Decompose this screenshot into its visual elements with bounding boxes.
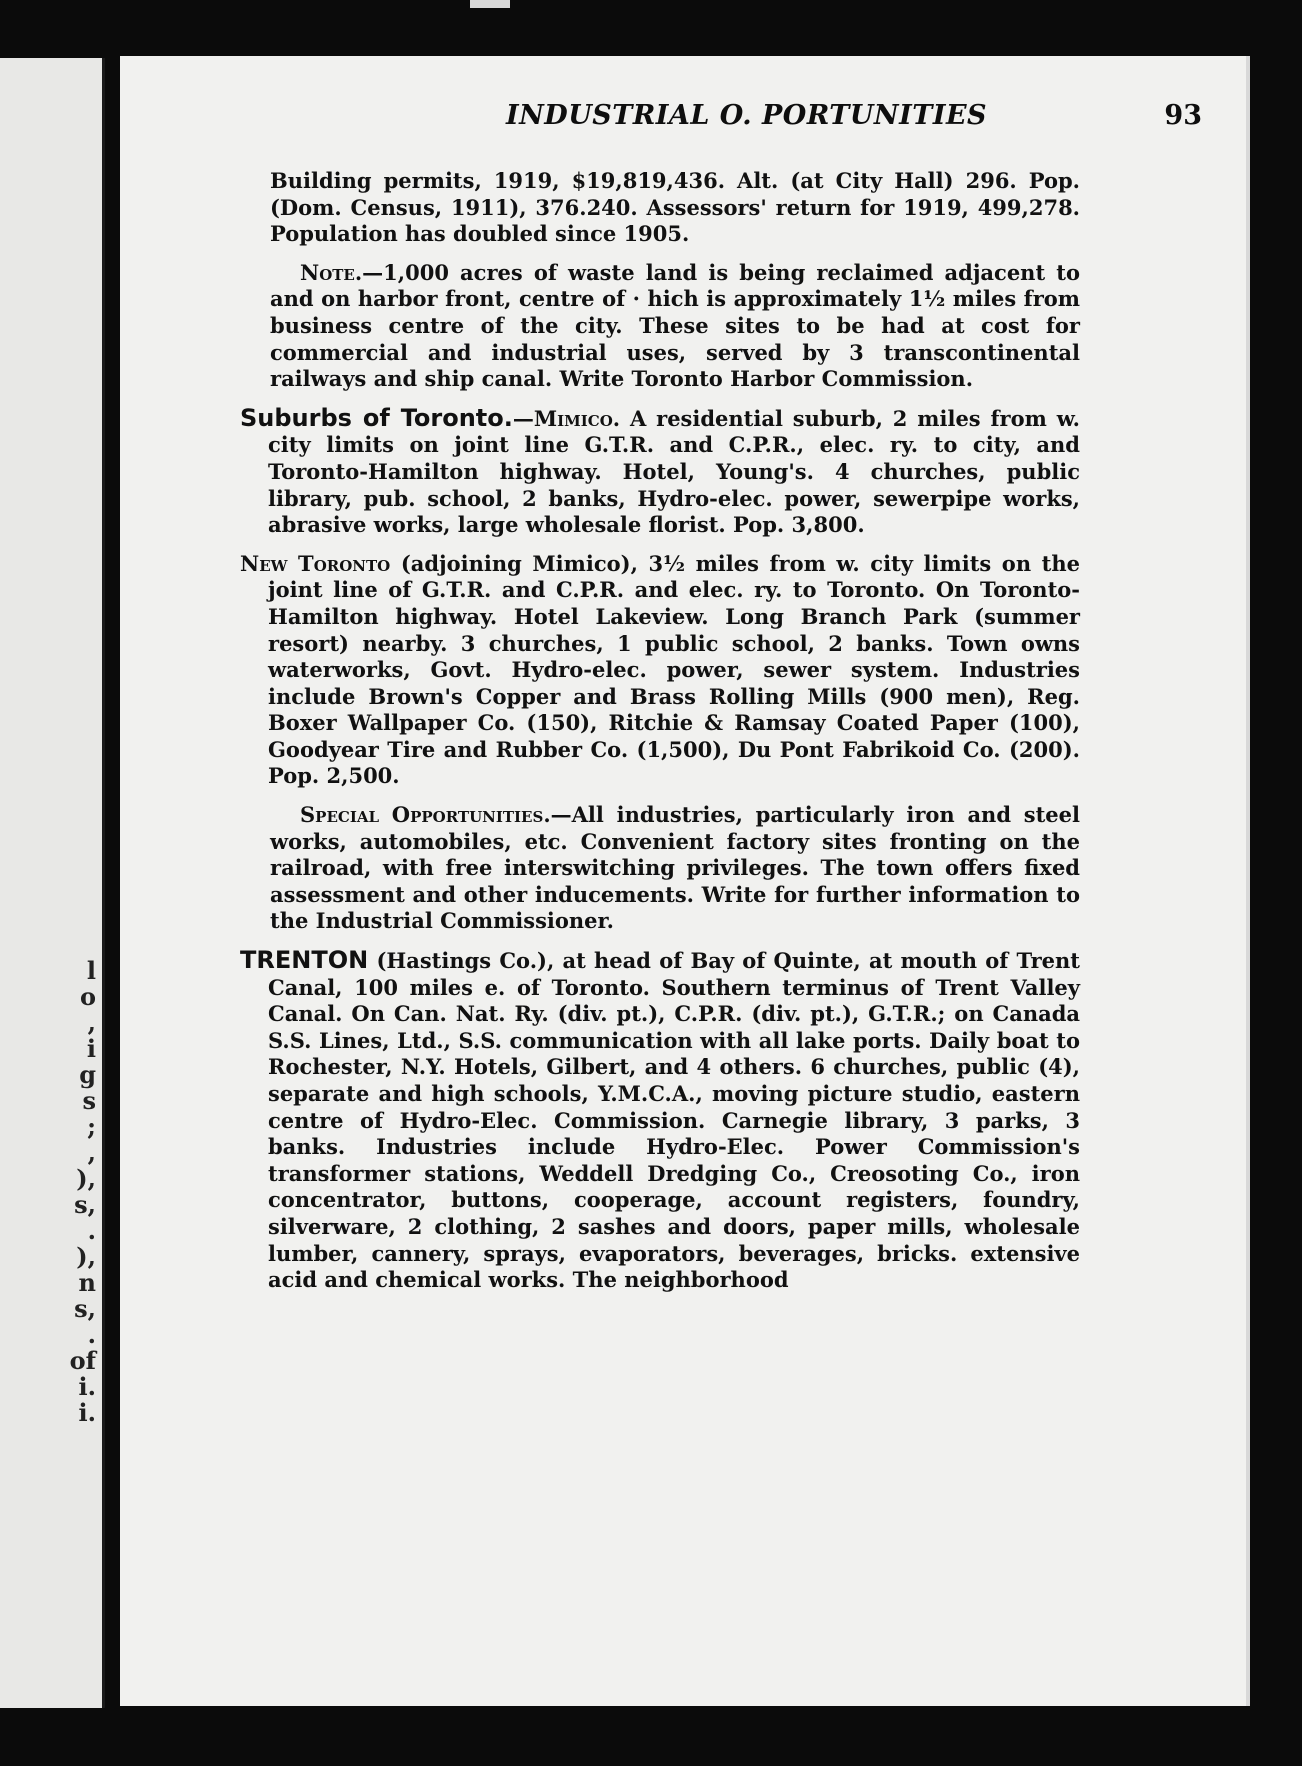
fragment: n xyxy=(78,1268,96,1297)
fragment: of xyxy=(69,1346,96,1375)
fragment: ), xyxy=(76,1242,96,1271)
entry-trenton xyxy=(240,947,1080,1294)
fragment: . xyxy=(87,1320,96,1349)
entry-name: TRENTON xyxy=(240,946,369,975)
entry-name: Suburbs of Toronto. xyxy=(240,403,513,432)
paragraph-lead: Note. xyxy=(300,259,363,285)
fragment: s, xyxy=(74,1294,96,1323)
paragraph-text: (Hastings Co.), at head of Bay of Quinte, at mouth of Trent Canal, 100 miles e. of Toronto. Southern terminus of Trent Valley Canal. On Can. Nat. Ry. (div. pt.), C.P.R. (div. pt.), G.T.R.; on Canada S.S. Lines, Ltd., S.S. communication with all lake ports. Daily boat to Rochester, N.Y. Hotels, Gilbert, and 4 others. 6 churches, public (4), separate and high schools, Y.M.C.A., moving picture studio, eastern centre of Hydro-Elec. Commission. Carnegie library, 3 parks, 3 banks. Industries include Hydro-Elec. Power Commission's transformer stations, Weddell Dredging Co., Creosoting Co., iron concentrator, buttons, cooperage, account registers, foundry, silverware, 2 clothing, 2 sashes and doors, paper mills, wholesale lumber, cannery, sprays, evaporators, beverages, bricks. extensive acid and chemical works. The neighborhood xyxy=(268,948,1080,1293)
fragment: l xyxy=(86,956,96,985)
fragment: . xyxy=(87,1216,96,1245)
paragraph-text: —All industries, particularly iron and steel works, automobiles, etc. Convenient factory sites fronting on the railroad, with free interswitching privileges. The town offers fixed assessment and other inducements. Write for further information to the Industrial Commissioner. xyxy=(270,802,1080,934)
fragment: s xyxy=(82,1086,96,1115)
page-header xyxy=(376,100,1222,140)
page-body xyxy=(240,168,1080,1306)
entry-suburbs-of-toronto xyxy=(240,405,1080,539)
paragraph-text: Building permits, 1919, $19,819,436. Alt. (at City Hall) 296. Pop. (Dom. Census, 1911), 376.240. Assessors' return for 1919, 499,278. Population has doubled since 1905. xyxy=(270,168,1080,247)
fragment: s, xyxy=(74,1190,96,1219)
paragraph-lead: —Mimico. xyxy=(512,405,621,431)
fragment: ; xyxy=(87,1112,96,1141)
fragment: i xyxy=(86,1034,96,1063)
entry-new-toronto xyxy=(240,551,1080,790)
paragraph-building-permits xyxy=(240,168,1080,248)
book-page xyxy=(120,56,1250,1706)
paragraph-note xyxy=(240,260,1080,393)
fragment: ), xyxy=(76,1164,96,1193)
paragraph-text: (adjoining Mimico), 3½ miles from w. city limits on the joint line of G.T.R. and C.P.R. and elec. ry. to Toronto. On Toronto-Hamilton highway. Hotel Lakeview. Long Branch Park (summer resort) nearby. 3 churches, 1 public school, 2 banks. Town owns waterworks, Govt. Hydro-elec. power, sewer system. Industries include Brown's Copper and Brass Rolling Mills (900 men), Reg. Boxer Wallpaper Co. (150), Ritchie & Ramsay Coated Paper (100), Goodyear Tire and Rubber Co. (1,500), Du Pont Fabrikoid Co. (200). Pop. 2,500. xyxy=(268,550,1081,789)
fragment: g xyxy=(79,1060,96,1089)
fragment: , xyxy=(87,1138,96,1167)
page-number: 93 xyxy=(1164,100,1202,131)
running-title: INDUSTRIAL O. PORTUNITIES xyxy=(506,100,988,131)
fragment: i. xyxy=(78,1398,96,1427)
paragraph-text: —1,000 acres of waste land is being reclaimed adjacent to and on harbor front, centre of · hich is approximately 1½ miles from business centre of the city. These sites to be had at cost for commercial and industrial uses, served by 3 transcontinental railways and ship canal. Write Toronto Harbor Commission. xyxy=(270,259,1080,392)
fragment: i. xyxy=(78,1372,96,1401)
facing-page-fragments xyxy=(66,958,96,1426)
fragment: o xyxy=(79,982,96,1011)
binding-clip xyxy=(470,0,510,8)
paragraph-lead: Special Opportunities. xyxy=(300,802,551,828)
paragraph-text: A residential suburb, 2 miles from w. city limits on joint line G.T.R. and C.P.R., elec. ry. to city, and Toronto-Hamilton highway. Hotel, Young's. 4 churches, public library, pub. school, 2 banks, Hydro-elec. power, sewerpipe works, abrasive works, large wholesale florist. Pop. 3,800. xyxy=(268,405,1080,538)
fragment: , xyxy=(87,1008,96,1037)
facing-page-edge xyxy=(0,58,105,1708)
paragraph-lead: New Toronto xyxy=(240,550,391,576)
paragraph-special-opportunities xyxy=(240,802,1080,935)
